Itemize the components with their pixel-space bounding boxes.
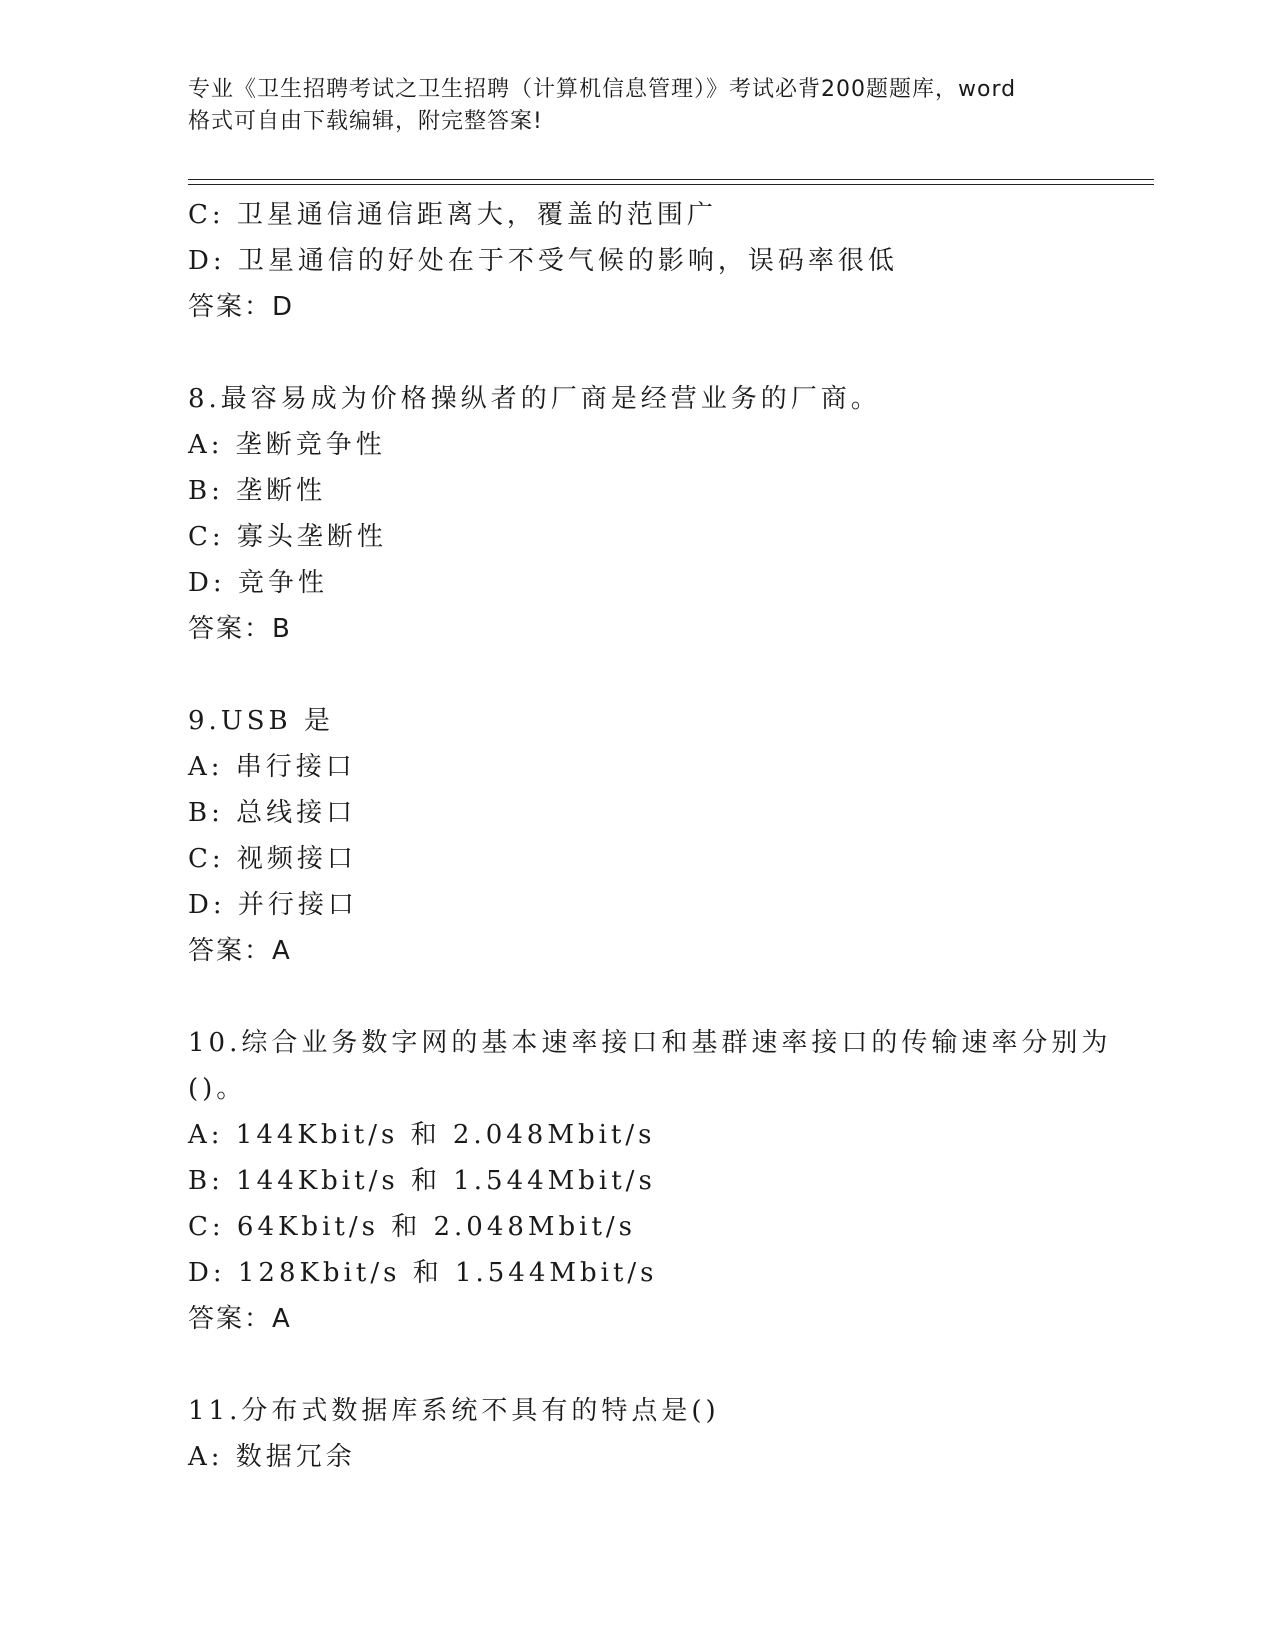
option-c: C: 卫星通信通信距离大，覆盖的范围广 bbox=[188, 200, 717, 230]
question-block-7 bbox=[188, 192, 1088, 330]
option-c: C: 视频接口 bbox=[188, 844, 357, 874]
answer-label: 答案：A bbox=[188, 936, 292, 966]
header-divider-bottom bbox=[188, 184, 1154, 185]
option-a: A: 144Kbit/s 和 2.048Mbit/s bbox=[188, 1120, 656, 1150]
option-a: A: 串行接口 bbox=[188, 752, 356, 782]
question-list bbox=[188, 192, 1112, 1480]
option-c: C: 64Kbit/s 和 2.048Mbit/s bbox=[188, 1212, 637, 1242]
question-text-line-2: ()。 bbox=[188, 1074, 247, 1104]
spacer bbox=[188, 652, 1088, 698]
question-text: 9.USB 是 bbox=[188, 706, 334, 736]
question-block-8 bbox=[188, 376, 1088, 652]
option-d: D: 128Kbit/s 和 1.544Mbit/s bbox=[188, 1258, 658, 1288]
option-d: D: 卫星通信的好处在于不受气候的影响，误码率很低 bbox=[188, 246, 898, 276]
document-header bbox=[188, 74, 1088, 138]
question-block-11 bbox=[188, 1388, 1088, 1480]
option-c: C: 寡头垄断性 bbox=[188, 522, 387, 552]
option-a: A: 数据冗余 bbox=[188, 1442, 356, 1472]
answer-label: 答案：D bbox=[188, 292, 295, 322]
header-divider-top bbox=[188, 179, 1154, 180]
question-block-9 bbox=[188, 698, 1088, 974]
answer-label: 答案：A bbox=[188, 1304, 292, 1334]
header-line-2: 格式可自由下载编辑，附完整答案! bbox=[188, 109, 543, 134]
answer-label: 答案：B bbox=[188, 614, 292, 644]
option-b: B: 144Kbit/s 和 1.544Mbit/s bbox=[188, 1166, 656, 1196]
option-d: D: 并行接口 bbox=[188, 890, 358, 920]
option-a: A: 垄断竞争性 bbox=[188, 430, 386, 460]
question-block-10 bbox=[188, 1020, 1112, 1342]
spacer bbox=[188, 1342, 1088, 1388]
spacer bbox=[188, 330, 1088, 376]
question-text: 8.最容易成为价格操纵者的厂商是经营业务的厂商。 bbox=[188, 384, 881, 414]
question-text: 11.分布式数据库系统不具有的特点是() bbox=[188, 1396, 720, 1426]
option-b: B: 总线接口 bbox=[188, 798, 357, 828]
spacer bbox=[188, 974, 1088, 1020]
option-b: B: 垄断性 bbox=[188, 476, 327, 506]
question-text-line-1: 10.综合业务数字网的基本速率接口和基群速率接口的传输速率分别为 bbox=[188, 1028, 1112, 1058]
header-line-1: 专业《卫生招聘考试之卫生招聘（计算机信息管理）》考试必背200题题库，word bbox=[188, 77, 1017, 102]
option-d: D: 竞争性 bbox=[188, 568, 328, 598]
